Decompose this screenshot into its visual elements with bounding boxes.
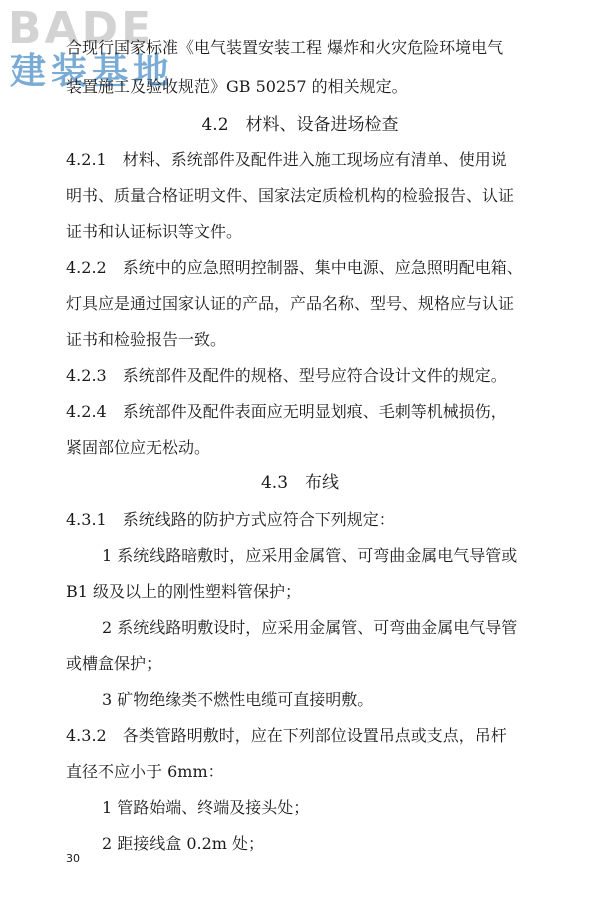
watermark-latin-text: BADE [8, 3, 155, 54]
paragraph-continuation-line-1: 合现行国家标准《电气装置安装工程 爆炸和火灾危险环境电气 [66, 38, 504, 57]
clause-4-2-2-line-1: 4.2.2 系统中的应急照明控制器、集中电源、应急照明配电箱、 [66, 258, 523, 277]
clause-4-2-4-line-1: 4.2.4 系统部件及配件表面应无明显划痕、毛刺等机械损伤， [66, 402, 507, 421]
clause-4-2-3-line-1: 4.2.3 系统部件及配件的规格、型号应符合设计文件的规定。 [66, 366, 507, 385]
clause-4-3-1-item-1-line-1: 1 系统线路暗敷时，应采用金属管、可弯曲金属电气导管或 [102, 546, 518, 565]
section-heading-4-3: 4.3 布线 [260, 473, 340, 493]
clause-4-2-4-line-2: 紧固部位应无松动。 [66, 438, 211, 457]
page-number: 30 [66, 852, 80, 865]
clause-4-2-1-line-1: 4.2.1 材料、系统部件及配件进入施工现场应有清单、使用说 [66, 150, 507, 169]
clause-4-2-2-line-2: 灯具应是通过国家认证的产品，产品名称、型号、规格应与认证 [66, 294, 515, 313]
clause-4-3-2-item-1: 1 管路始端、终端及接头处； [102, 798, 310, 817]
clause-4-2-1-line-2: 明书、质量合格证明文件、国家法定质检机构的检验报告、认证 [66, 186, 515, 205]
section-heading-4-2: 4.2 材料、设备进场检查 [201, 115, 399, 135]
clause-4-3-1-item-3-line-1: 3 矿物绝缘类不燃性电缆可直接明敷。 [102, 690, 374, 709]
clause-4-3-1-item-2-line-1: 2 系统线路明敷设时，应采用金属管、可弯曲金属电气导管 [102, 618, 518, 637]
clause-4-3-2-item-2: 2 距接线盒 0.2m 处； [102, 834, 265, 853]
clause-4-3-1-item-2-line-2: 或槽盒保护； [66, 654, 163, 673]
clause-4-3-2-line-2: 直径不应小于 6mm： [66, 762, 224, 781]
clause-4-2-1-line-3: 证书和认证标识等文件。 [66, 222, 243, 241]
watermark-chinese-text: 建装基地 [10, 51, 175, 92]
paragraph-continuation-line-2: 装置施工及验收规范》GB 50257 的相关规定。 [66, 77, 408, 96]
clause-4-3-1-line-1: 4.3.1 系统线路的防护方式应符合下列规定： [66, 510, 395, 529]
clause-4-3-2-line-1: 4.3.2 各类管路明敷时，应在下列部位设置吊点或支点，吊杆 [66, 726, 507, 745]
clause-4-2-2-line-3: 证书和检验报告一致。 [66, 330, 227, 349]
clause-4-3-1-item-1-line-2: B1 级及以上的刚性塑料管保护； [66, 582, 302, 601]
